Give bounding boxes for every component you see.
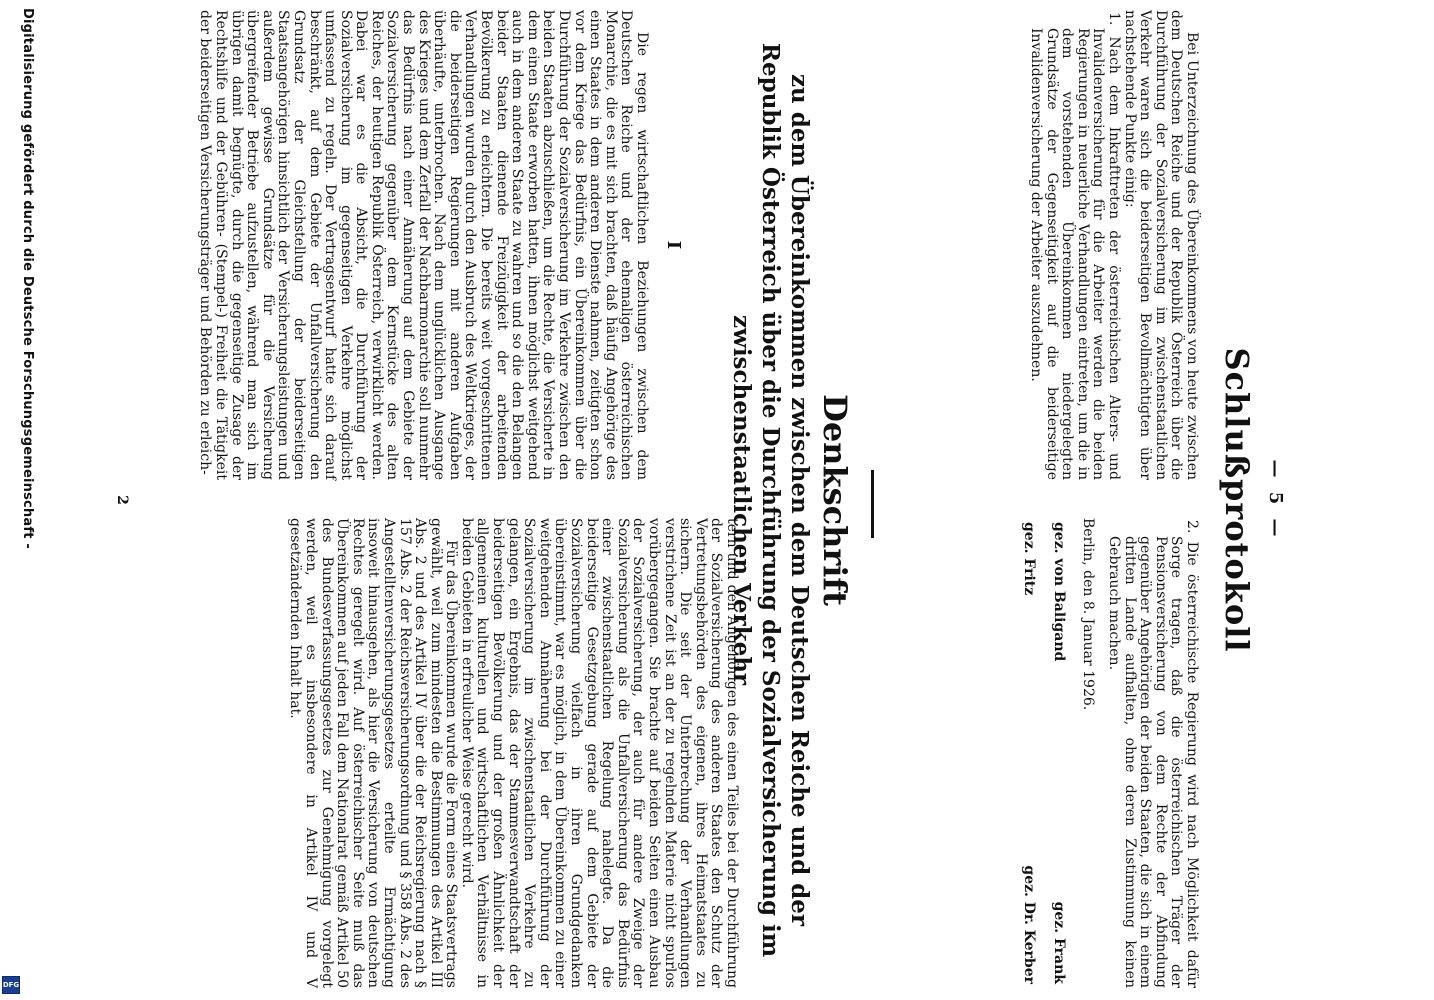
digitization-footer [14, 0, 42, 1000]
section-divider [871, 470, 874, 538]
schlussprotokoll-item-1: 1. Nach dem Inkrafttreten der österreichischen Alters- und Invalidenversicherung für die Arbeiter werden die beiden Regierungen in neuerliche Verhandlungen eintreten, um die in dem vorstehenden Übereinkommen niedergelegten Grundsätze der Gegenseitigkeit auf die beiderseitige Invalidenversicherung der Arbeiter auszudehnen. [1028, 12, 1123, 480]
denkschrift-paragraph: tern und den Angehörigen des einen Teiles bei der Durchführung der Sozialversicherung des anderen Staates den Schutz der Vertretungsbehörden des eigenen, ihres Heimatstaates zu sichern. Die seit der Unterbrechung der Verhandlungen verstrichene Zeit ist an der zu regelnden Materie nicht spurlos vorübergegangen. Sie brachte auf beiden Seiten einen Ausbau der Sozialversicherung, der auch für andere Zweige der Sozialversicherung als die Unfallversicherung das Bedürfnis einer zwischenstaatlichen Regelung nahelegte. Da die beiderseitige Gesetzgebung gerade auf dem Gebiete der Sozialversicherung vielfach in ihren Grundgedanken übereinstimmt, war es möglich, in dem Übereinkommen zu einer weitgehenden Annäherung bei der Durchführung der Sozialversicherung im zwischenstaatlichen Verkehre zu gelangen, ein Ergebnis, das der Stammesverwandtschaft der beiderseitigen Bevölkerung und der großen Ähnlichkeit der allgemeinen kulturellen und wirtschaftlichen Verhältnisse in beiden Gebieten in erfreulicher Weise gerecht wird. [458, 518, 740, 988]
signature-left: gez. von Baligand [1050, 522, 1067, 662]
signature-row [1050, 518, 1066, 988]
schlussprotokoll-right-column [1021, 518, 1199, 988]
page-number: — 5 — [1265, 459, 1286, 541]
dfg-logo-container [2, 972, 20, 994]
place-date: Berlin, den 8. Januar 1926. [1080, 518, 1097, 711]
denkschrift-right-column [287, 518, 739, 988]
schlussprotokoll-item-2: 2. Die österreichische Regierung wird nach Möglichkeit dafür Sorge tragen, daß die österreichischen Träger der Pensionsversicherung von dem Rechte der Abfindung gegenüber Angehörigen der beiden Staaten, die sich in einem dritten Lande aufhalten, ohne deren Zustimmung keinen Gebrauch machen. [1106, 520, 1200, 988]
signature-row [1021, 518, 1037, 988]
sheet-number: 2 [114, 495, 130, 505]
denkschrift-title: Denkschrift [816, 394, 854, 606]
schlussprotokoll-title: Schlußprotokoll [1218, 347, 1256, 653]
denkschrift-left-column [197, 10, 649, 480]
signature-right: gez. Frank [1050, 901, 1067, 984]
schlussprotokoll-left-column [1027, 10, 1199, 480]
dfg-logo-icon: DFG [2, 976, 20, 994]
denkschrift-paragraph: Für das Übereinkommen wurde die Form eines Staatsvertrags gewählt, weil zum mindesten die Bestimmungen des Artikel III Abs. 2 und des Artikel IV über die der Reichsregierung nach § 157 Abs. 2 der Reichsversicherungsordnung und § 358 Abs. 2 des Angestelltenversicherungsgesetzes erteilte Ermächtigung insoweit hinausgehen, als hier die Versicherung von deutschen Rechtes geregelt wird. Auf österreichischer Seite muß das Übereinkommen auf jeden Fall dem Nationalrat gemäß Artikel 50 des Bundesverfassungsgesetzes zur Genehmigung vorgelegt werden, weil es insbesondere in Artikel IV und V gesetzändernden Inhalt hat. [287, 518, 460, 988]
signature-right: gez. Dr. Kerber [1021, 865, 1038, 984]
signature-left: gez. Fritz [1021, 522, 1038, 596]
denkschrift-subtitle: zu dem Übereinkommen zwischen dem Deutschen Reiche und der Republik Österreich über die Durchführung der Sozialversicherung im zwischenstaatlichen Verkehr [728, 42, 813, 958]
denkschrift-paragraph: Die regen wirtschaftlichen Beziehungen zwischen dem Deutschen Reiche und der ehemaligen österreichischen Monarchie, die es mit sich brachten, daß häufig Angehörige des einen Staates in dem anderen Dienste nahmen, zeitigten schon vor dem Kriege das Bedürfnis, ein Übereinkommen über die Durchführung der Sozialversicherung im Verkehre zwischen den beiden Staaten abzuschließen, um die Rechte, die Versicherte in dem einen Staate erworben hatten, ihnen möglichst weitgehend auch in dem anderen Staate zu wahren und so die den Belangen beider Staaten dienende Freizügigkeit der arbeitenden Bevölkerung zu erleichtern. Die bereits weit vorgeschrittenen Verhandlungen wurden durch den Ausbruch des Weltkrieges, der die beiderseitigen Regierungen mit anderen Aufgaben überhäufte, unterbrochen. Nach dem unglücklichen Ausgange des Krieges und dem Zerfall der Nachbarmonarchie soll nunmehr das Bedürfnis nach einer Annäherung auf dem Gebiete der Sozialversicherung gegenüber dem Kernstücke des alten Reiches, der heutigen Republik Österreich, verwirklicht werden. Dabei war es die Absicht, die Durchführung der Sozialversicherung im gegenseitigen Verkehre möglichst umfassend zu regeln. Der Vertragsentwurf hatte sich darauf beschränkt, auf dem Gebiete der Unfallversicherung den Grundsatz der Gleichstellung der beiderseitigen Staatsangehörigen hinsichtlich der Versicherungsleistungen und außerdem gewisse Grundsätze für die Versicherung übergreifender Betriebe aufzustellen, während man sich im übrigen damit begnügte, durch die gegenseitige Zusage der Rechtshilfe und der Gebühren- (Stempel-) Freiheit die Tätigkeit der beiderseitigen Versicherungsträger und Behörden zu erleich- [197, 10, 650, 480]
schlussprotokoll-intro: Bei Unterzeichnung des Übereinkommens von heute zwischen dem Deutschen Reiche und der Republik Österreich über die Durchführung der Sozialversicherung im zwischenstaatlichen Verkehr waren sich die beiderseitigen Bevollmächtigten über nachstehende Punkte einig: [1121, 10, 1200, 480]
signature-block [1021, 518, 1096, 988]
section-number: I [663, 240, 684, 250]
footer-text: Digitalisierung gefördert durch die Deutsche Forschungsgemeinschaft - [20, 8, 36, 549]
